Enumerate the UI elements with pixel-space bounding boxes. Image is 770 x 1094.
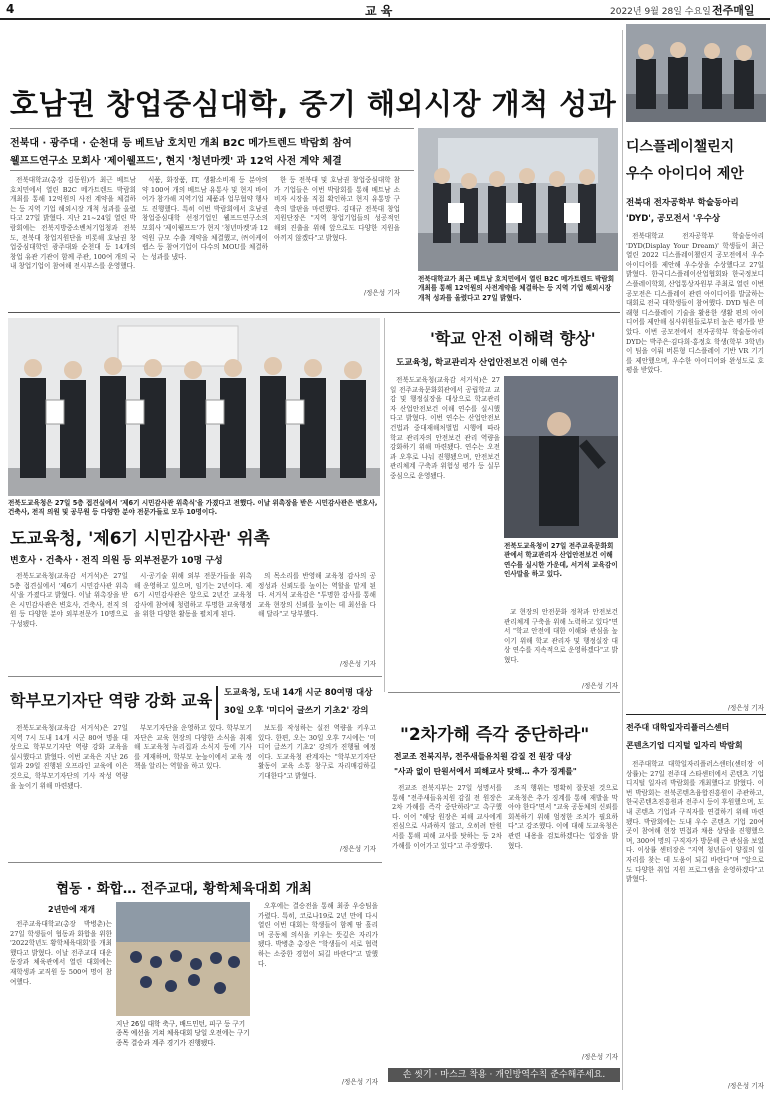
a4-subheadline: 도교육청, 학교관리자 산업안전보건 이해 연수 <box>396 358 568 368</box>
a6-body-col2: 조직 행위는 명확히 잘못된 것으로 교육청은 추가 징계를 통해 재발을 막아야 한다"면서 "교육 공동체의 신뢰를 회복하기 위해 엄정한 조치가 필요하다"고 강조했다. 이에 대해 도교육청은 관련 내용을 검토하겠다는 입장을 밝혔다. <box>508 784 618 850</box>
a1-headline: 호남권 창업중심대학, 중기 해외시장 개척 성과 <box>10 87 617 121</box>
section-title: 교 육 <box>365 4 393 18</box>
a5-body-col3: 보도를 작성하는 실전 역량을 키우고 있다. 한편, 오는 30일 오후 7시에는 '미디어 글쓰기 기초2' 강의가 진행될 예정이다. 도교육청 관계자는 "학부모기자단 활동이 교육 소통 창구로 자리매김하길 기대한다"고 밝혔다. <box>258 724 376 780</box>
a6-subheadline-1: 전교조 전북지부, 전주새들유치원 감질 전 원장 대상 <box>394 752 572 761</box>
a5-byline: /정은성 기자 <box>339 845 376 853</box>
a7-photo-caption: 지난 26일 대학 축구, 배드민턴, 피구 등 구기종목 예선을 거쳐 체육대회 당일 오전에는 구기종목 결승과 계주 경기가 진행됐다. <box>116 1020 250 1047</box>
a4-body-col2: 교 현장의 안전문화 정착과 안전보건관리체계 구축을 위해 노력하고 있다"면서 "학교 안전에 대한 이해와 관심을 높이기 위해 학교 관리자 및 행정실장 대상 연수를 지속적으로 운영하겠다"고 밝혔다. <box>504 608 618 664</box>
a5-body-col2: 부모기자단을 운영하고 있다. 학부모기자단은 교육 현장의 다양한 소식을 취재해 도교육청 누리집과 소식지 등에 기사를 게재하며, 학부모 눈높이에서 교육 정책을 알리는 역할을 하고 있다. <box>134 724 252 771</box>
a2-body: 전북대학교 전자공학부 학술동아리 'DYD(Display Your Dream)' 학생들이 최근 열린 2022 디스플레이챌린지 공모전에서 우수 아이디어를 제안해 우수상을 수상했다고 27일 밝혔다. 한국디스플레이산업협회와 한국정보디스플레이학회, 산업통상자원부 주최로 열린 이번 공모전은 디스플레이 관련 아이디어를 발굴하는 대회로 전국 대학생들이 참여했다. DYD 팀은 미래형 디스플레이 기술을 활용한 생활 편의 아이디어를 제안해 심사위원들로부터 높은 평가를 받았다. 이번 공모전에서 전자공학부 학술동아리 DYD는 박주은·김다희·홍정호 학생(학부 3학년)이 팀을 이뤄 버튼형 디스플레이 기반 VR 기기를 제안했으며, 우수한 아이디어와 완성도로 호평을 받았다. <box>626 232 764 375</box>
a4-headline: '학교 안전 이해력 향상' <box>430 329 596 348</box>
issue-date: 2022년 9월 28일 수요일 <box>610 7 711 17</box>
a3-photo <box>8 318 380 496</box>
a1-subheadline-1: 전북대 · 광주대 · 순천대 등 베트남 호치민 개최 B2C 메가트렌드 박람회 참여 <box>10 138 352 149</box>
a7-headline: 협동 · 화합… 전주교대, 황학체육대회 개최 <box>56 881 312 897</box>
a2-headline-1: 디스플레이챌린지 <box>626 139 735 155</box>
a7-body-col2: 오후에는 결승전을 통해 최종 우승팀을 가렸다. 특히, 코로나19로 2년 만에 다시 열린 이번 대회는 학생들이 함께 땀 흘리며 공동체 의식을 키우는 뜻깊은 자리가 됐다. 박병춘 총장은 "학생들이 서로 협력하는 소중한 경험이 되길 바란다"고 말했다. <box>258 902 378 968</box>
a5-side-2: 30일 오후 '미디어 글쓰기 기초2' 강의 <box>224 706 369 716</box>
a6-byline: /정은성 기자 <box>581 1053 618 1061</box>
a7-byline: /정은성 기자 <box>341 1078 378 1086</box>
a3-body-col2: 시·공기술 위해 외부 전문가들을 위촉해 운영하고 있으며, 임기는 2년이다. 제6기 시민감사관은 앞으로 2년간 교육청 감사에 참여해 청렴하고 투명한 교육행정을 위한 다양한 활동을 펼치게 된다. <box>134 572 252 619</box>
a2-subheadline-2: 'DYD', 공모전서 '우수상 <box>626 214 721 224</box>
a2-headline-2: 우수 아이디어 제안 <box>626 166 744 182</box>
a3-body-col3: 의 목소리를 반영해 교육청 감사의 공정성과 신뢰도를 높이는 역할을 맡게 된다. 서거석 교육감은 "투명한 감사를 통해 교육 현장의 신뢰를 높이는 데 최선을 다해 달라"고 당부했다. <box>258 572 376 619</box>
a5-body-col1: 전북도교육청(교육감 서거석)은 27일 지역 7시 도내 14개 시군 80여 명을 대상으로 학부모기자단 역량 강화 교육을 실시했다고 밝혔다. 이번 교육은 지난 26일과 29일 진행된 오프라인 교육에 이은 것으로, 학부모기자단의 기사 작성 역량을 높이기 위해 마련됐다. <box>10 724 128 790</box>
a6-subheadline-2: "사과 없이 탄원서에서 피해교사 탓해… 추가 징계를" <box>394 767 577 776</box>
a1-photo-caption: 전북대학교가 최근 베트남 호치민에서 열린 B2C 메가트렌드 박람회 개최를 통해 12억원의 사전계약을 체결하는 등 지역 기업 해외시장 개척 성과를 올렸다고 27일 밝혔다. <box>418 275 615 302</box>
a7-subheadline: 2년만에 재개 <box>48 905 95 914</box>
a5-headline: 학부모기자단 역량 강화 교육 <box>10 691 213 710</box>
health-notice-banner: 손 씻기 · 마스크 착용 · 개인방역수칙 준수해주세요. <box>388 1068 620 1082</box>
a4-byline: /정은성 기자 <box>581 682 618 690</box>
a1-photo <box>418 128 618 271</box>
page-number: 4 <box>6 2 15 16</box>
a3-headline: 도교육청, '제6기 시민감사관' 위촉 <box>10 529 270 549</box>
a3-subheadline: 변호사 · 건축사 · 전직 의원 등 외부전문가 10명 구성 <box>10 556 223 566</box>
a8-subheadline-1: 전주대 대학일자리플러스센터 <box>626 723 730 732</box>
a5-side-1: 도교육청, 도내 14개 시군 80여명 대상 <box>224 688 373 698</box>
a1-byline: /정은성 기자 <box>363 289 400 297</box>
a6-body-col1: 전교조 전북지부는 27일 성명서를 통해 "전주새들유치원 감질 전 원장은 2차 가해를 즉각 중단하라"고 촉구했다. 이어 "해당 원장은 피해 교사에게 진심으로 사과하지 않고, 오히려 탄원서를 통해 피해 교사를 탓하는 등 2차 가해를 이어가고 있다"고 주장했다. <box>392 784 502 850</box>
page-header <box>0 0 770 20</box>
a2-photo <box>626 24 766 122</box>
a1-body-col2: 식품, 화장품, IT, 생활소비재 등 분야의 약 100여 개의 베트남 유통사 및 현지 바이어가 참가해 지역기업 제품과 업무협약 행사도 진행했다. 특히 이번 박람회에서 호남권 창업중심대학 선정기업인 웰프드연구소의 모회사 '제이웰프드'가 현지 '청년마켓'과 12억원 규모 수출 계약을 체결했고, ㈜이케이랩스 등 참여기업이 다수의 MOU를 체결하는 성과를 냈다. <box>142 176 268 261</box>
a8-subheadline-2: 콘텐츠기업 디지털 일자리 박람회 <box>626 741 743 750</box>
a6-headline: "2차가해 즉각 중단하라" <box>400 725 590 745</box>
a1-body-col3: 한 등 전북대 및 호남권 창업중심대학 참가 기업들은 이번 박람회를 통해 베트남 소비자 시장을 직접 확인하고 현지 유통망 구축의 발판을 마련했다. 김대규 전북대 창업지원단장은 "지역 창업기업들의 성공적인 해외 진출을 위해 앞으로도 다양한 지원을 아끼지 않겠다"고 밝혔다. <box>274 176 400 242</box>
a4-photo <box>504 376 618 538</box>
a7-body-col1: 전주교육대학교(총장 박병춘)는 27일 학생들이 협동과 화합을 위한 '2022학년도 황학체육대회'를 개최했다고 밝혔다. 이날 전주교대 대운동장과 체육관에서 열린 대회에는 재학생과 교직원 등 500여 명이 참여했다. <box>10 920 112 986</box>
a2-byline: /정은성 기자 <box>727 704 764 712</box>
a4-body-col1: 전북도교육청(교육감 서거석)은 27일 전주교육문화회관에서 공립학교 교감 및 행정실장을 대상으로 학교관리자 산업안전보건 이해 연수를 실시했다고 밝혔다. 이번 연수는 산업안전보건법과 중대재해처벌법 시행에 따라 학교 관리자의 안전보건 관리 역량을 강화하기 위해 마련됐다. 연수는 오전과 오후로 나눠 진행됐으며, 안전보건관리체계 구축과 위험성 평가 등 실무 중심으로 운영됐다. <box>390 376 500 480</box>
a4-photo-caption: 전북도교육청이 27일 전주교육문화회관에서 학교관리자 산업안전보건 이해 연수를 실시한 가운데, 서거석 교육감이 인사말을 하고 있다. <box>504 542 618 579</box>
a3-photo-caption: 전북도교육청은 27일 5층 접견실에서 '제6기 시민감사관 위촉식'을 가졌다고 전했다. 이날 위촉장을 받은 시민감사관은 변호사, 건축사, 전직 의원 및 공무원 등 다양한 분야 전문가들로 모두 10명이다. <box>8 499 378 517</box>
a8-byline: /정은성 기자 <box>727 1082 764 1090</box>
a3-byline: /정은성 기자 <box>339 660 376 668</box>
a1-body-col1: 전북대학교(총장 김동원)가 최근 베트남 호치민에서 열린 B2C 메가트렌드 박람회 개최를 통해 12억원의 사전 계약을 체결하는 등 지역 기업 해외시장 개척 성과를 올렸다고 27일 밝혔다. 지난 21~24일 열린 박람회에는 전북지방중소벤처기업청과 전북도, 전북대 창업지원단을 비롯해 호남권 창업중심대학인 광주대와 순천대 등 14개의 창업 유관 기관이 함께 주관, 100여 개의 국내 창업기업이 참여해 전시부스를 운영했다. <box>10 176 136 271</box>
a8-body: 전주대학교 대학일자리플러스센터(센터장 이상률)는 27일 전주대 스타센터에서 콘텐츠 기업 디지털 일자리 박람회를 개최했다고 밝혔다. 이번 박람회는 전북콘텐츠융합진흥원이 주관하고, 한국콘텐츠진흥원과 전주시 등이 후원했으며, 도내 콘텐츠 기업과 구직자를 연결하기 위해 마련됐다. 박람회에는 도내 우수 콘텐츠 기업 20여 곳이 참여해 현장 면접과 채용 상담을 진행했으며, 300여 명의 구직자가 방문해 큰 관심을 보였다. 이상률 센터장은 "지역 청년들이 양질의 일자리를 찾는 데 도움이 되길 바란다"며 "앞으로도 다양한 취업 지원 프로그램을 운영하겠다"고 밝혔다. <box>626 760 764 884</box>
a2-subheadline-1: 전북대 전자공학부 학술동아리 <box>626 198 739 208</box>
a3-body-col1: 전북도교육청(교육감 서거석)은 27일 5층 접견실에서 '제6기 시민감사관 위촉식'을 가졌다고 밝혔다. 이날 위촉장을 받은 시민감사관은 변호사, 건축사, 전직 의원 등 다양한 분야 외부전문가 10명으로 구성됐다. <box>10 572 128 628</box>
publication-name: 전주매일 <box>712 4 755 17</box>
a7-photo <box>116 902 250 1016</box>
a1-subheadline-2: 웰프드연구소 모회사 '제이웰프드', 현지 '청년마켓' 과 12억 사전 계약 체결 <box>10 156 342 167</box>
